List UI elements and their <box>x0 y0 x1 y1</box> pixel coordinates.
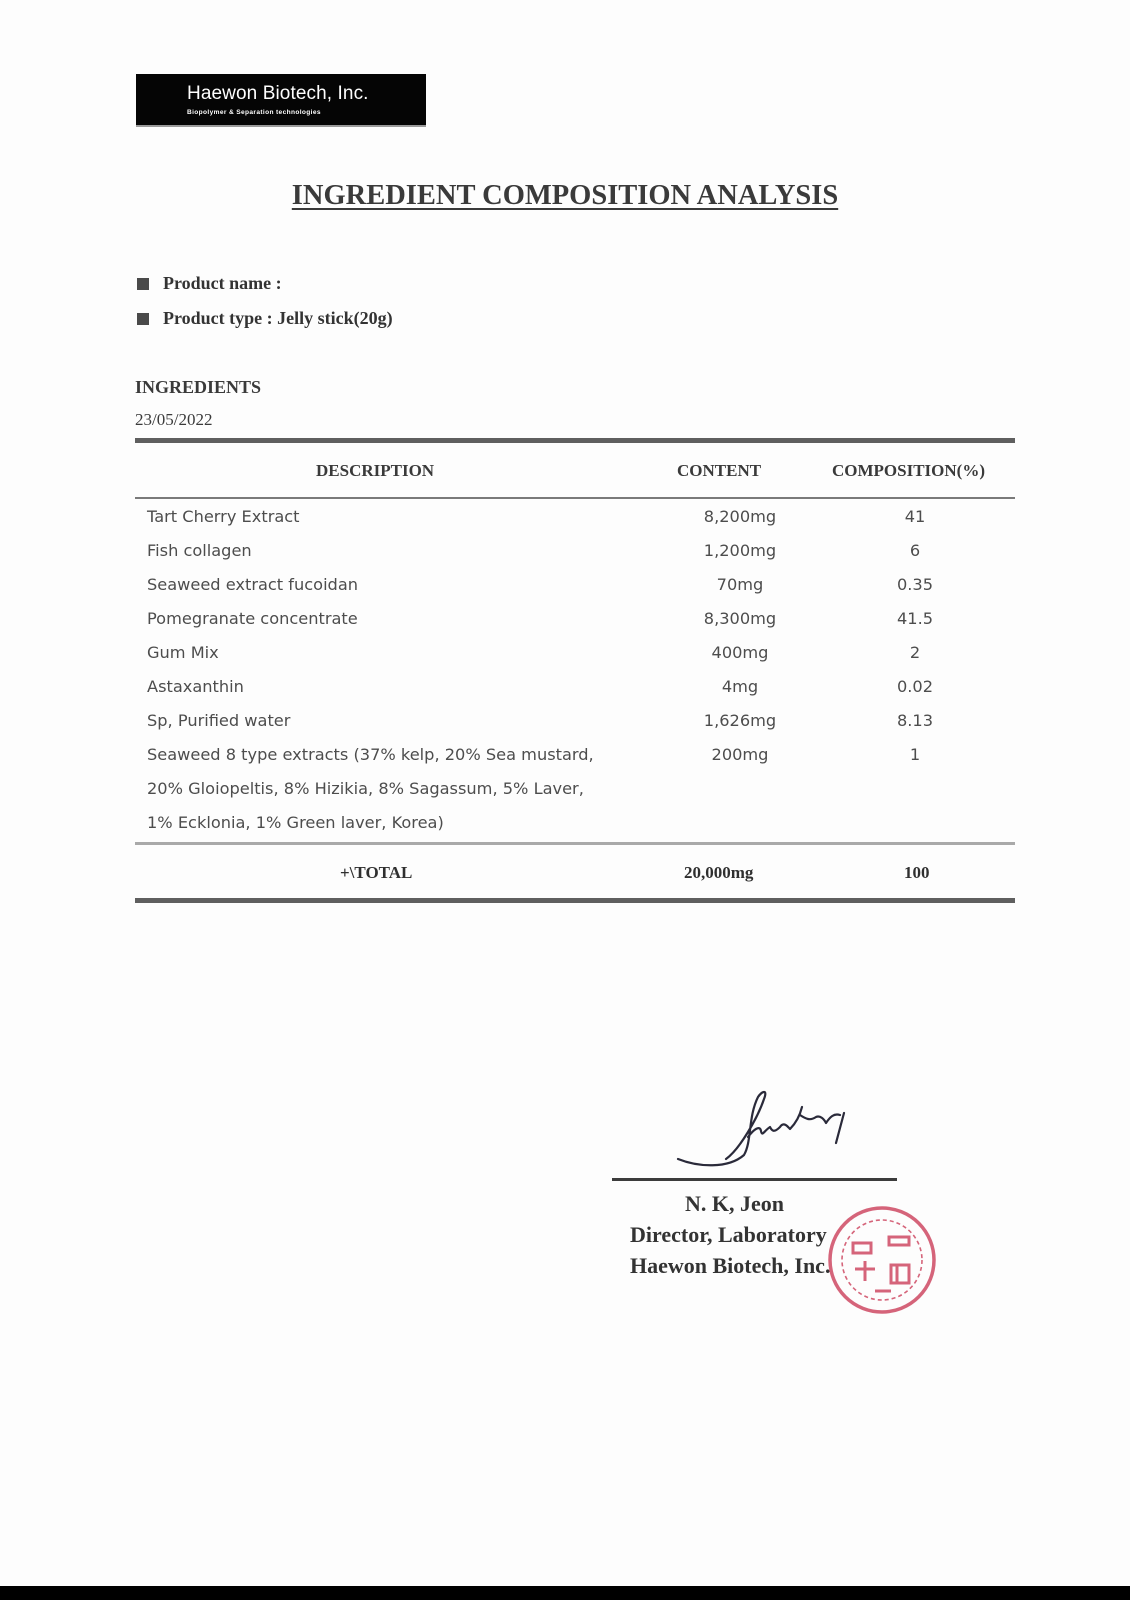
row-content: 8,200mg <box>703 507 777 526</box>
row-content: 70mg <box>716 575 764 594</box>
square-bullet-icon <box>137 313 149 325</box>
signature-block <box>600 1085 960 1345</box>
row-composition: 8.13 <box>896 711 934 730</box>
row-composition: 0.02 <box>896 677 934 696</box>
company-logo <box>136 74 426 127</box>
row-composition: 41.5 <box>896 609 934 628</box>
table-row <box>135 672 1015 706</box>
table-row <box>135 536 1015 570</box>
company-tagline: Biopolymer & Separation technologies <box>187 109 321 116</box>
signer-name: N. K, Jeon <box>685 1191 784 1216</box>
header-composition: COMPOSITION(%) <box>832 461 985 480</box>
row-content: 1,200mg <box>703 541 777 560</box>
table-row <box>135 502 1015 536</box>
product-name-label: Product name : <box>163 273 282 293</box>
signer-position: Director, Laboratory <box>630 1222 827 1247</box>
row-description: Tart Cherry Extract <box>147 507 300 526</box>
ingredients-heading: INGREDIENTS <box>135 377 262 397</box>
product-type-line <box>137 308 393 329</box>
company-seal-stamp <box>825 1203 940 1318</box>
table-top-rule <box>135 438 1015 443</box>
table-bottom-rule <box>135 898 1015 903</box>
total-label: +\TOTAL <box>340 863 413 882</box>
document-title: INGREDIENT COMPOSITION ANALYSIS <box>291 180 839 211</box>
table-row <box>135 570 1015 604</box>
row-composition: 0.35 <box>896 575 934 594</box>
row-composition: 41 <box>904 507 926 526</box>
product-name-line <box>137 273 282 294</box>
row-content: 1,626mg <box>703 711 777 730</box>
company-name: Haewon Biotech, Inc. <box>187 83 369 104</box>
signature-line <box>612 1178 897 1181</box>
document-date: 23/05/2022 <box>135 410 213 429</box>
signer-organization: Haewon Biotech, Inc. <box>630 1253 831 1278</box>
row-content: 8,300mg <box>703 609 777 628</box>
handwritten-signature <box>640 1085 880 1180</box>
row-description: Seaweed extract fucoidan <box>147 575 359 594</box>
table-row <box>135 774 1015 808</box>
row-description: Fish collagen <box>147 541 252 560</box>
row-description: Pomegranate concentrate <box>147 609 358 628</box>
row-description: Astaxanthin <box>147 677 244 696</box>
table-row <box>135 638 1015 672</box>
header-rule <box>135 497 1015 499</box>
table-row <box>135 808 1015 842</box>
bottom-border-bar <box>0 1586 1130 1600</box>
row-composition: 6 <box>909 541 921 560</box>
row-composition: 2 <box>909 643 921 662</box>
row-composition: 1 <box>909 745 921 764</box>
square-bullet-icon <box>137 278 149 290</box>
row-description: Sp, Purified water <box>147 711 291 730</box>
row-content: 4mg <box>721 677 759 696</box>
total-rule <box>135 842 1015 845</box>
table-row <box>135 706 1015 740</box>
ingredient-rows <box>135 502 1015 842</box>
total-content: 20,000mg <box>684 863 754 882</box>
row-description: 1% Ecklonia, 1% Green laver, Korea) <box>147 813 444 832</box>
header-description: DESCRIPTION <box>316 461 435 480</box>
product-type-label: Product type : Jelly stick(20g) <box>163 308 393 328</box>
table-row <box>135 740 1015 774</box>
table-row <box>135 604 1015 638</box>
total-composition: 100 <box>904 863 930 882</box>
header-content: CONTENT <box>677 461 762 480</box>
row-description: Seaweed 8 type extracts (37% kelp, 20% Sea mustard, <box>147 745 594 764</box>
row-description: Gum Mix <box>147 643 219 662</box>
row-content: 200mg <box>711 745 769 764</box>
row-content: 400mg <box>711 643 769 662</box>
row-description: 20% Gloiopeltis, 8% Hizikia, 8% Sagassum, 5% Laver, <box>147 779 584 798</box>
